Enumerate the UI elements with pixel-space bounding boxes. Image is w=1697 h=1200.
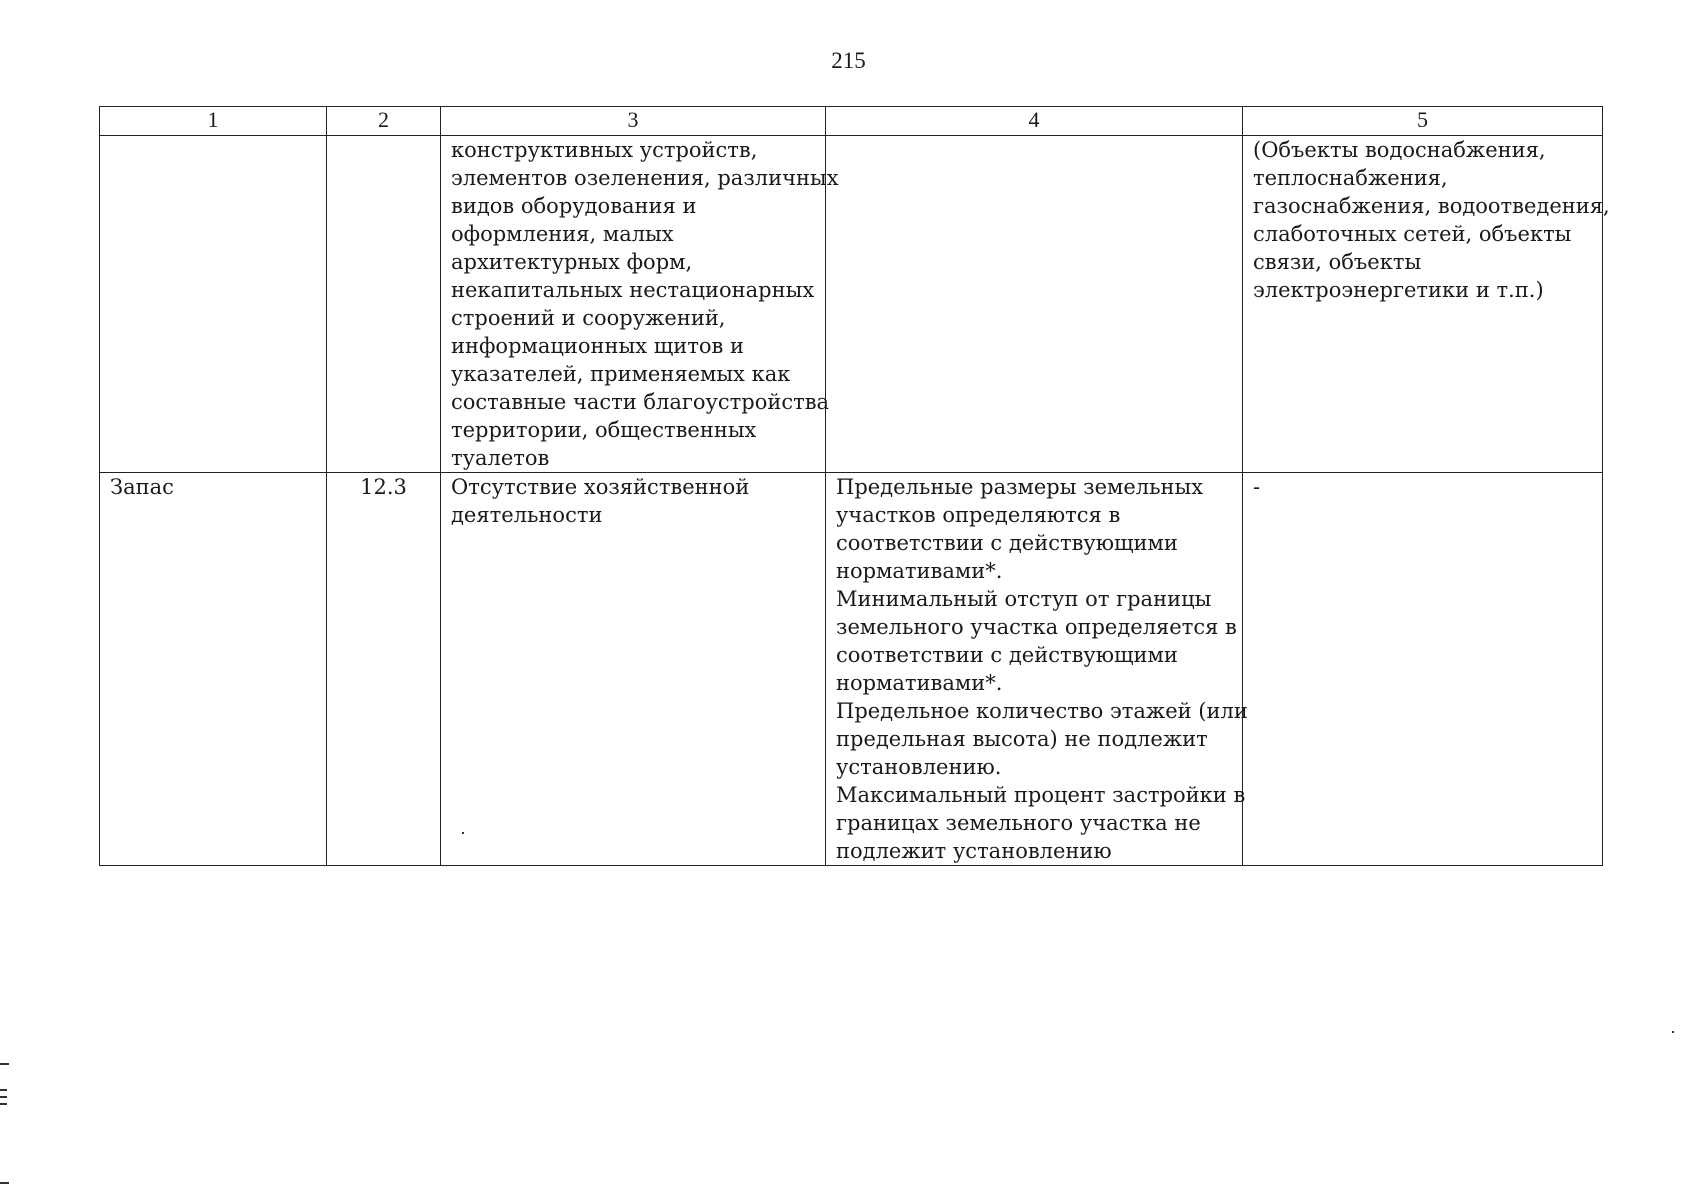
cell-code: 12.3 (327, 473, 441, 866)
header-col-5: 5 (1243, 107, 1603, 136)
header-col-4: 4 (826, 107, 1243, 136)
cell-text-line: территории, общественных (451, 418, 757, 442)
cell-text-line: информационных щитов и (451, 334, 745, 358)
cell-text-line: теплоснабжения, (1253, 166, 1448, 190)
cell-description (441, 473, 826, 866)
zoning-table (99, 106, 1610, 866)
margin-mark (0, 1103, 7, 1105)
header-col-3: 3 (441, 107, 826, 136)
cell-zone-name (100, 136, 327, 473)
cell-text-line: указателей, применяемых как (451, 362, 791, 386)
header-col-2: 2 (327, 107, 441, 136)
cell-text-line: видов оборудования и (451, 194, 697, 218)
scan-speck (462, 832, 464, 834)
table-row (100, 473, 1603, 866)
cell-text-line: (Объекты водоснабжения, (1253, 138, 1546, 162)
cell-text-line: границах земельного участка не (836, 811, 1201, 835)
cell-text-line: Минимальный отступ от границы (836, 587, 1212, 611)
cell-text-line: участков определяются в (836, 503, 1121, 527)
cell-text-line: нормативами*. (836, 559, 1003, 583)
cell-text-line: соответствии с действующими (836, 643, 1178, 667)
header-col-1: 1 (100, 107, 327, 136)
cell-text-line: подлежит установлению (836, 839, 1112, 863)
margin-mark (0, 1096, 7, 1098)
cell-parameters (826, 473, 1248, 866)
cell-zone-name: Запас (100, 473, 327, 866)
margin-mark (0, 1063, 9, 1065)
cell-text-line: слаботочных сетей, объекты (1253, 222, 1572, 246)
cell-text-line: Отсутствие хозяйственной (451, 475, 750, 499)
table-row (100, 136, 1603, 473)
page-number: 215 (831, 48, 866, 73)
cell-notes (1243, 136, 1610, 473)
cell-text-line: газоснабжения, водоотведения, (1253, 194, 1610, 218)
cell-text-line: деятельности (451, 503, 603, 527)
cell-text-line: Предельное количество этажей (или (836, 699, 1248, 723)
cell-text-line: туалетов (451, 446, 550, 470)
cell-text-line: элементов озеленения, различных (451, 166, 839, 190)
cell-text-line: связи, объекты (1253, 250, 1422, 274)
cell-text-line: оформления, малых (451, 222, 674, 246)
cell-text-line: установлению. (836, 755, 1002, 779)
cell-text-line: электроэнергетики и т.п.) (1253, 278, 1544, 302)
cell-text-line: составные части благоустройства (451, 390, 830, 414)
cell-notes (1243, 473, 1603, 866)
cell-text-line: земельного участка определяется в (836, 615, 1237, 639)
cell-description (441, 136, 839, 473)
scan-speck (1672, 1031, 1674, 1033)
cell-text-line: архитектурных форм, (451, 250, 693, 274)
cell-text-line: предельная высота) не подлежит (836, 727, 1208, 751)
cell-parameters (826, 136, 1243, 473)
cell-text-line: некапитальных нестационарных (451, 278, 815, 302)
margin-mark (0, 1182, 9, 1184)
cell-code (327, 136, 441, 473)
cell-text-line: строений и сооружений, (451, 306, 726, 330)
cell-text-line: конструктивных устройств, (451, 138, 758, 162)
cell-text-line: Максимальный процент застройки в (836, 783, 1246, 807)
cell-text-line: нормативами*. (836, 671, 1003, 695)
margin-mark (0, 1089, 7, 1091)
header-row (100, 107, 1603, 136)
cell-text-line: соответствии с действующими (836, 531, 1178, 555)
cell-text-line: - (1253, 475, 1261, 499)
cell-text-line: Предельные размеры земельных (836, 475, 1204, 499)
